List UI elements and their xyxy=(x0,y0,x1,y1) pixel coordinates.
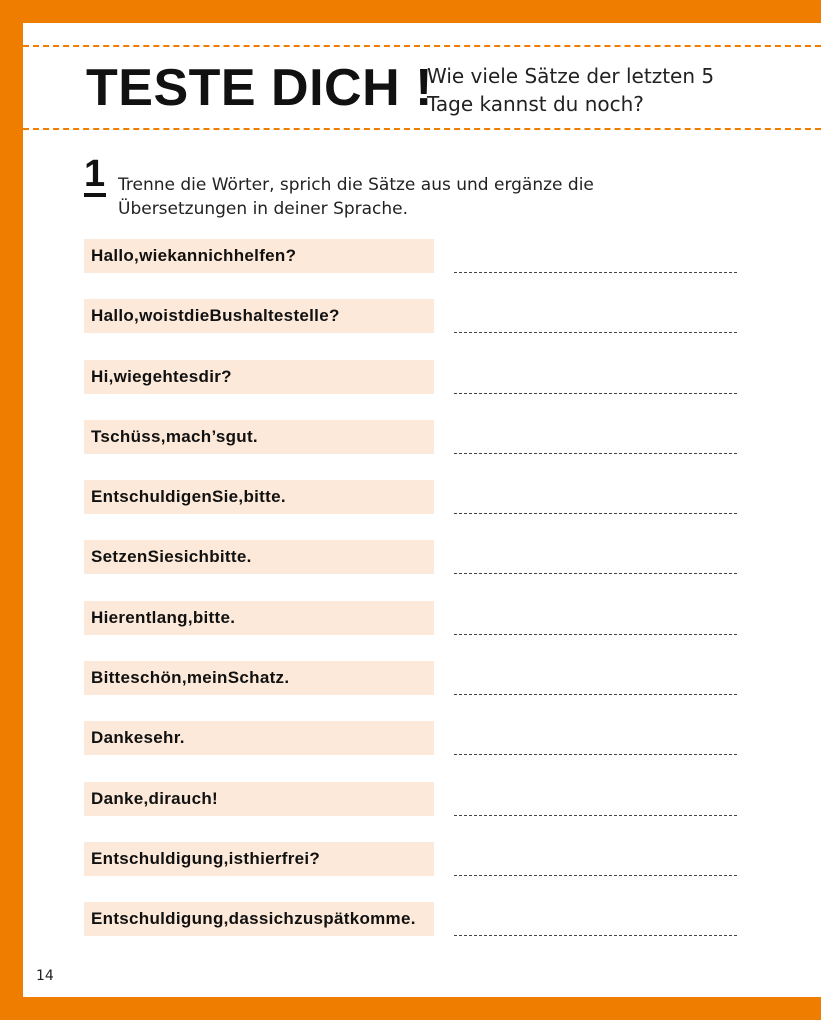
phrase-box: Dankesehr. xyxy=(84,721,434,755)
phrase-box: Danke,dirauch! xyxy=(84,782,434,816)
page-subtitle: Wie viele Sätze der letzten 5 Tage kannst du noch? xyxy=(427,64,715,116)
answer-line[interactable] xyxy=(454,815,737,816)
answer-line[interactable] xyxy=(454,332,737,333)
exercise-row xyxy=(84,902,744,962)
exercise-row xyxy=(84,540,744,600)
phrase-box: Hierentlang,bitte. xyxy=(84,601,434,635)
exercise-row xyxy=(84,721,744,781)
answer-line[interactable] xyxy=(454,875,737,876)
answer-line[interactable] xyxy=(454,754,737,755)
phrase-box: Entschuldigung,isthierfrei? xyxy=(84,842,434,876)
phrase-box: Hallo,woistdieBushaltestelle? xyxy=(84,299,434,333)
exercise-row xyxy=(84,782,744,842)
phrase-box: SetzenSiesichbitte. xyxy=(84,540,434,574)
phrase-box: EntschuldigenSie,bitte. xyxy=(84,480,434,514)
answer-line[interactable] xyxy=(454,393,737,394)
answer-line[interactable] xyxy=(454,573,737,574)
task-number: 1 xyxy=(84,153,106,195)
exercise-row xyxy=(84,480,744,540)
task-instruction: Trenne die Wörter, sprich die Sätze aus und ergänze die Übersetzungen in deiner Sprache. xyxy=(118,175,594,219)
orange-frame-bottom xyxy=(0,997,821,1020)
phrase-box: Hallo,wiekannichhelfen? xyxy=(84,239,434,273)
orange-frame-left xyxy=(0,0,23,1020)
answer-line[interactable] xyxy=(454,634,737,635)
exercise-row xyxy=(84,842,744,902)
exercise-list xyxy=(84,239,744,963)
exercise-row xyxy=(84,239,744,299)
exercise-row xyxy=(84,299,744,359)
exercise-row xyxy=(84,601,744,661)
page-title: TESTE DICH ! xyxy=(86,59,433,117)
phrase-box: Hi,wiegehtesdir? xyxy=(84,360,434,394)
answer-line[interactable] xyxy=(454,694,737,695)
answer-line[interactable] xyxy=(454,272,737,273)
answer-line[interactable] xyxy=(454,935,737,936)
page-number: 14 xyxy=(36,968,54,984)
answer-line[interactable] xyxy=(454,513,737,514)
header-dotted-divider-top xyxy=(23,45,821,47)
orange-frame-top xyxy=(0,0,821,23)
phrase-box: Entschuldigung,dassichzuspätkomme. xyxy=(84,902,434,936)
header-dotted-divider-bottom xyxy=(23,128,821,130)
answer-line[interactable] xyxy=(454,453,737,454)
phrase-box: Tschüss,mach’sgut. xyxy=(84,420,434,454)
phrase-box: Bitteschön,meinSchatz. xyxy=(84,661,434,695)
exercise-row xyxy=(84,360,744,420)
exercise-row xyxy=(84,661,744,721)
exercise-row xyxy=(84,420,744,480)
